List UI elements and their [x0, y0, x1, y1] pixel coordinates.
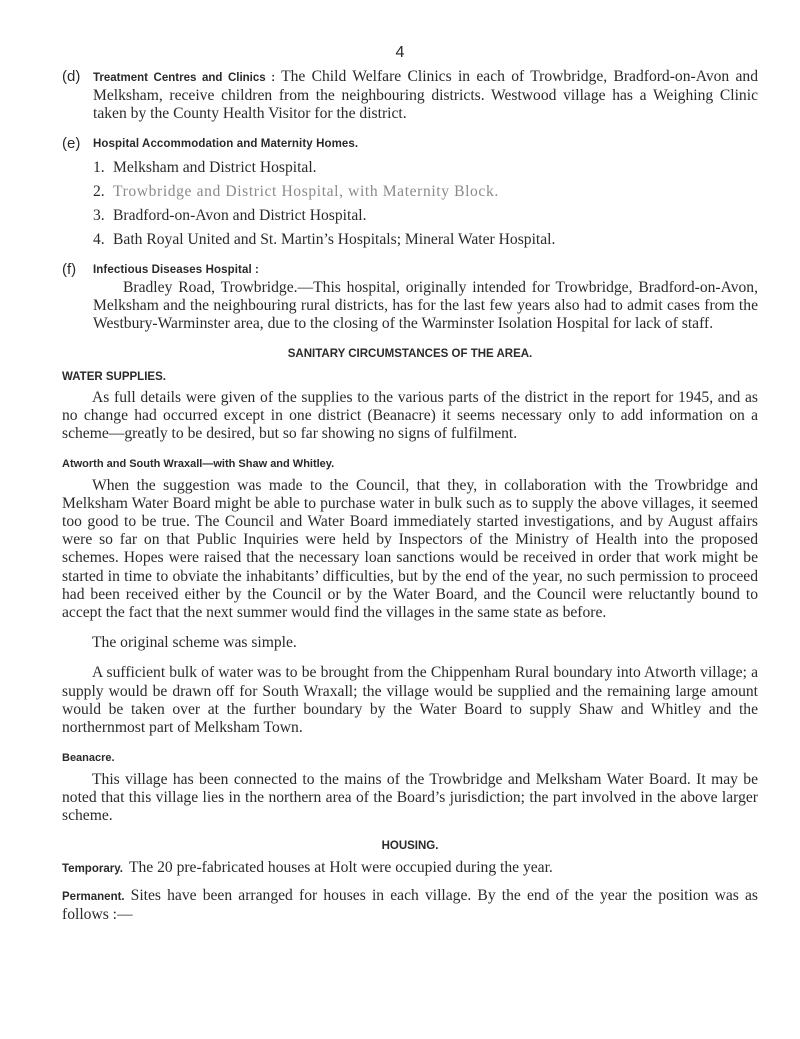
list-item — [93, 159, 758, 177]
item-letter: (d) — [62, 68, 81, 85]
housing-permanent-text: Sites have been arranged for houses in each village. By the end of the year the position was as follows :— — [62, 886, 758, 923]
atworth-paragraph-2: The original scheme was simple. — [92, 634, 297, 652]
atworth-heading: Atworth and South Wraxall—with Shaw and Whitley. — [62, 458, 335, 471]
list-item-number: 4. — [93, 231, 105, 249]
section-infectious-diseases — [62, 261, 758, 334]
sanitary-heading: SANITARY CIRCUMSTANCES OF THE AREA. — [287, 348, 533, 361]
hospital-accommodation-heading: Hospital Accommodation and Maternity Homes. — [93, 137, 359, 150]
document-body — [62, 68, 758, 924]
treatment-centres-paragraph — [93, 68, 758, 124]
list-item-text: Melksham and District Hospital. — [113, 158, 317, 176]
list-item-text: Bradford-on-Avon and District Hospital. — [113, 207, 367, 225]
page-number: 4 — [395, 44, 405, 61]
infectious-diseases-paragraph: Bradley Road, Trowbridge.—This hospital, originally intended for Trowbridge, Bradford-on-Avon, Melksham and the neighbouring rural districts, has for the last few years also had to admit cases from the Westbury-Warminster area, due to the closing of the Warminster Isolation Hospital for lack of staff. — [93, 278, 758, 333]
item-letter: (f) — [62, 260, 77, 278]
list-item-number: 3. — [93, 207, 105, 225]
hospital-list — [93, 159, 758, 250]
item-letter: (e) — [62, 134, 81, 152]
list-item-text: Trowbridge and District Hospital, with Maternity Block. — [113, 183, 499, 201]
housing-permanent-paragraph — [62, 887, 758, 924]
list-item-number: 2. — [93, 183, 105, 201]
list-item-text: Bath Royal United and St. Martin’s Hospitals; Mineral Water Hospital. — [113, 231, 556, 249]
housing-temporary-label: Temporary. — [62, 863, 123, 876]
water-supplies-paragraph: As full details were given of the supplies to the various parts of the district in the report for 1945, and as no change had occurred except in one district (Beanacre) it seems necessary only to add information on a scheme—greatly to be desired, but so far showing no signs of fulfilment. — [62, 388, 758, 443]
infectious-diseases-heading: Infectious Diseases Hospital : — [93, 263, 259, 276]
housing-heading: HOUSING. — [381, 840, 439, 853]
atworth-paragraph-3: A sufficient bulk of water was to be brought from the Chippenham Rural boundary into Atworth village; a supply would be drawn off for South Wraxall; the village would be supplied and the remaining large amount would be taken over at the further boundary by the Water Board to supply Shaw and Whitley and the northernmost part of Melksham Town. — [62, 664, 758, 737]
list-item — [93, 183, 758, 201]
treatment-centres-text: The Child Welfare Clinics in each of Trowbridge, Bradford-on-Avon and Melksham, receive children from the neighbouring districts. Westwood village has a Weighing Clinic taken by the County Health Visitor for the district. — [93, 68, 759, 123]
treatment-centres-heading: Treatment Centres and Clinics : — [93, 72, 276, 84]
housing-temporary-paragraph — [62, 859, 758, 878]
water-supplies-heading: WATER SUPPLIES. — [62, 370, 166, 383]
section-hospital-accommodation — [62, 135, 758, 250]
housing-permanent-label: Permanent. — [62, 890, 125, 903]
list-item — [93, 231, 758, 249]
housing-temporary-text: The 20 pre-fabricated houses at Holt were occupied during the year. — [128, 859, 553, 877]
list-item — [93, 207, 758, 225]
beanacre-paragraph: This village has been connected to the mains of the Trowbridge and Melksham Water Board. It may be noted that this village lies in the northern area of the Board’s jurisdiction; the part involved in the above larger scheme. — [62, 770, 758, 824]
section-treatment-centres — [62, 68, 758, 124]
list-item-number: 1. — [93, 158, 105, 176]
beanacre-heading: Beanacre. — [62, 752, 115, 765]
atworth-paragraph-1: When the suggestion was made to the Council, that they, in collaboration with the Trowbridge and Melksham Water Board might be able to purchase water in bulk such as to supply the above villages, it seemed too good to be true. The Council and Water Board immediately started investigations, and by August affairs were so far on that Public Inquiries were held by Inspectors of the Ministry of Health into the proposed schemes. Hopes were raised that the necessary loan sanctions would be received in order that work might be started in time to obviate the inhabitants’ difficulties, but by the end of the year, no such permission to proceed had been received either by the Council or by the Water Board, and the Council were reluctantly bound to accept the fact that the next summer would find the villages in the same state as before. — [62, 476, 758, 622]
